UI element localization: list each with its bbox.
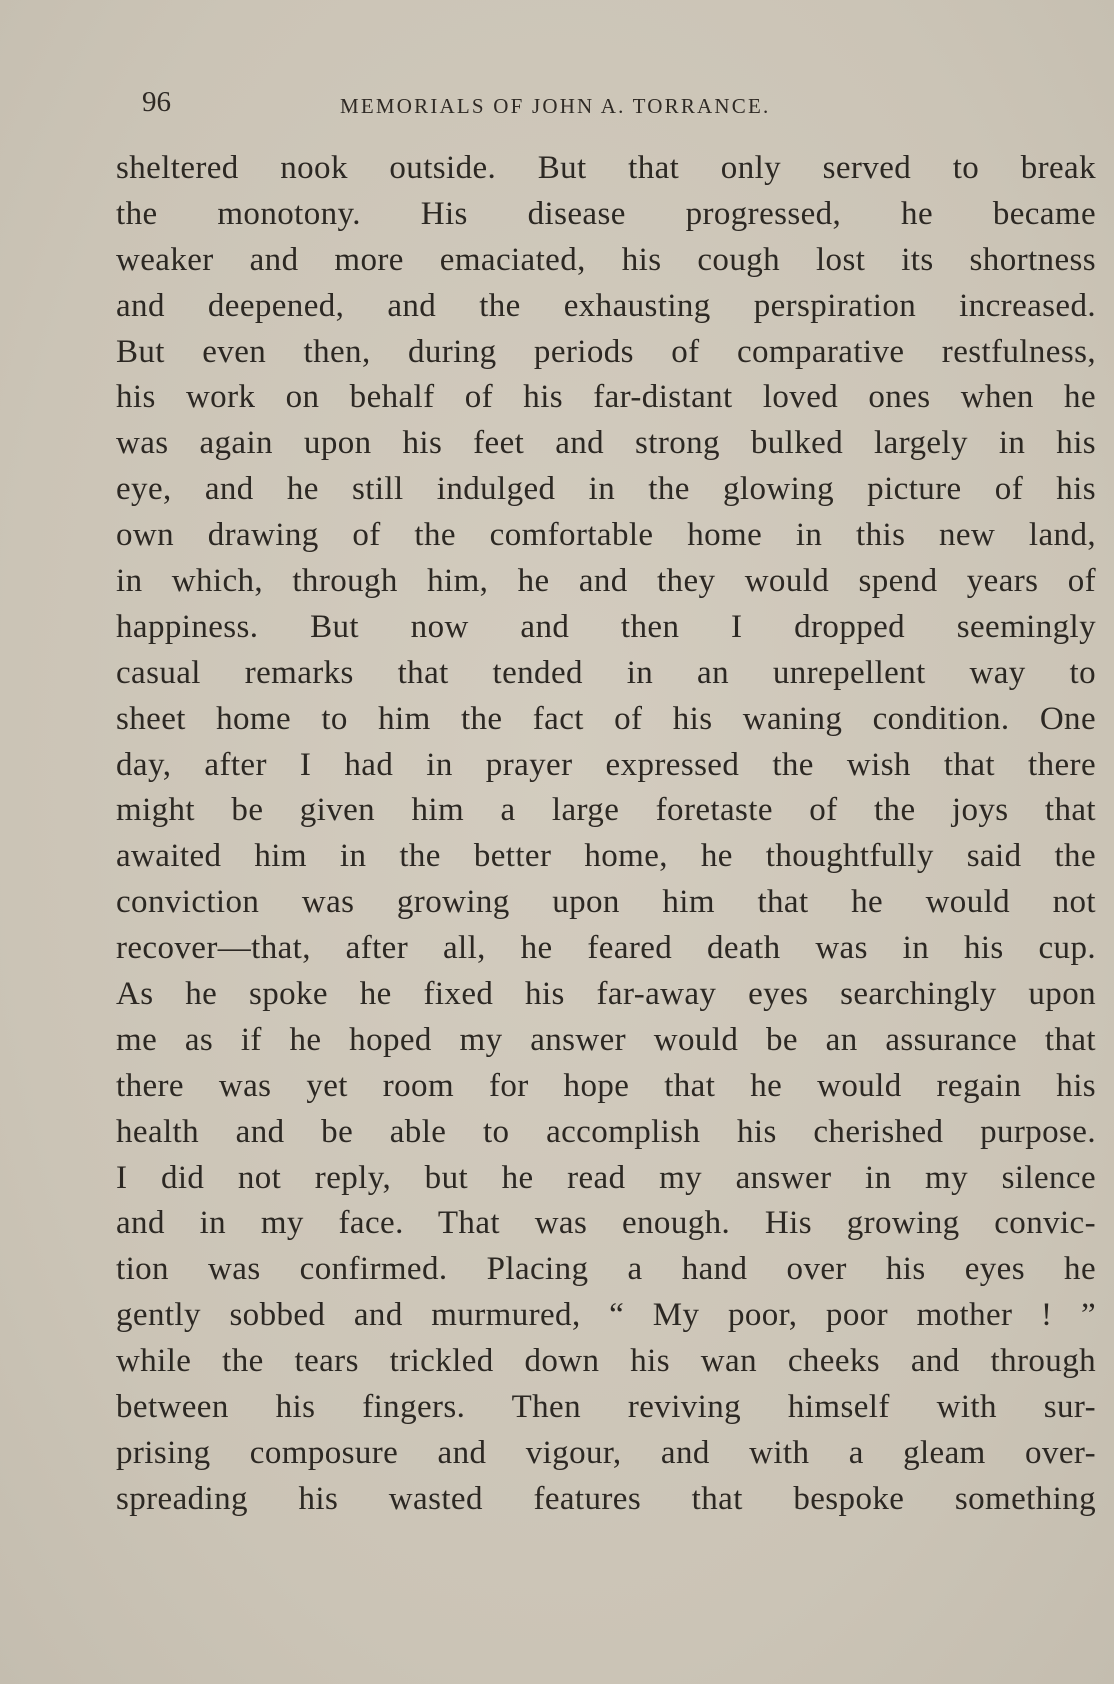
text-line: happiness. But now and then I dropped seemingly [116,608,1096,645]
text-line: But even then, during periods of comparative restfulness, [116,333,1096,370]
text-line: and deepened, and the exhausting perspiration increased. [116,287,1096,324]
text-line: casual remarks that tended in an unrepellent way to [116,654,1096,691]
running-head: MEMORIALS OF JOHN A. TORRANCE. [340,94,771,118]
text-line: day, after I had in prayer expressed the wish that there [116,746,1096,783]
text-line: I did not reply, but he read my answer in my silence [116,1159,1096,1196]
text-line: awaited him in the better home, he thoughtfully said the [116,838,1096,875]
text-line: while the tears trickled down his wan cheeks and through [116,1343,1096,1380]
text-line: in which, through him, he and they would spend years of [116,563,1096,600]
text-line: spreading his wasted features that bespoke something [116,1480,1096,1517]
text-line: tion was confirmed. Placing a hand over his eyes he [116,1251,1096,1288]
text-line: prising composure and vigour, and with a gleam over- [116,1434,1096,1471]
text-line: his work on behalf of his far-distant loved ones when he [116,379,1096,416]
text-line: the monotony. His disease progressed, he became [116,195,1096,232]
text-line: me as if he hoped my answer would be an assurance that [116,1021,1096,1058]
text-line: recover—that, after all, he feared death was in his cup. [116,930,1096,967]
text-line: sheltered nook outside. But that only served to break [116,150,1096,186]
text-line: might be given him a large foretaste of the joys that [116,792,1096,829]
text-line: there was yet room for hope that he would regain his [116,1067,1096,1104]
text-line: between his fingers. Then reviving himself with sur- [116,1389,1096,1426]
text-line: gently sobbed and murmured, “ My poor, poor mother ! ” [116,1297,1096,1334]
text-line: conviction was growing upon him that he would not [116,884,1096,921]
body-text [116,146,1096,1523]
page-number: 96 [142,86,171,118]
text-line: sheet home to him the fact of his waning condition. One [116,700,1096,737]
text-line: As he spoke he fixed his far-away eyes searchingly upon [116,976,1096,1013]
text-line: own drawing of the comfortable home in this new land, [116,517,1096,554]
page-header [142,86,882,126]
text-line: health and be able to accomplish his cherished purpose. [116,1113,1096,1150]
text-line: weaker and more emaciated, his cough lost its shortness [116,241,1096,278]
text-line: was again upon his feet and strong bulked largely in his [116,425,1096,462]
text-line: eye, and he still indulged in the glowing picture of his [116,471,1096,508]
text-line: and in my face. That was enough. His growing convic- [116,1205,1096,1242]
